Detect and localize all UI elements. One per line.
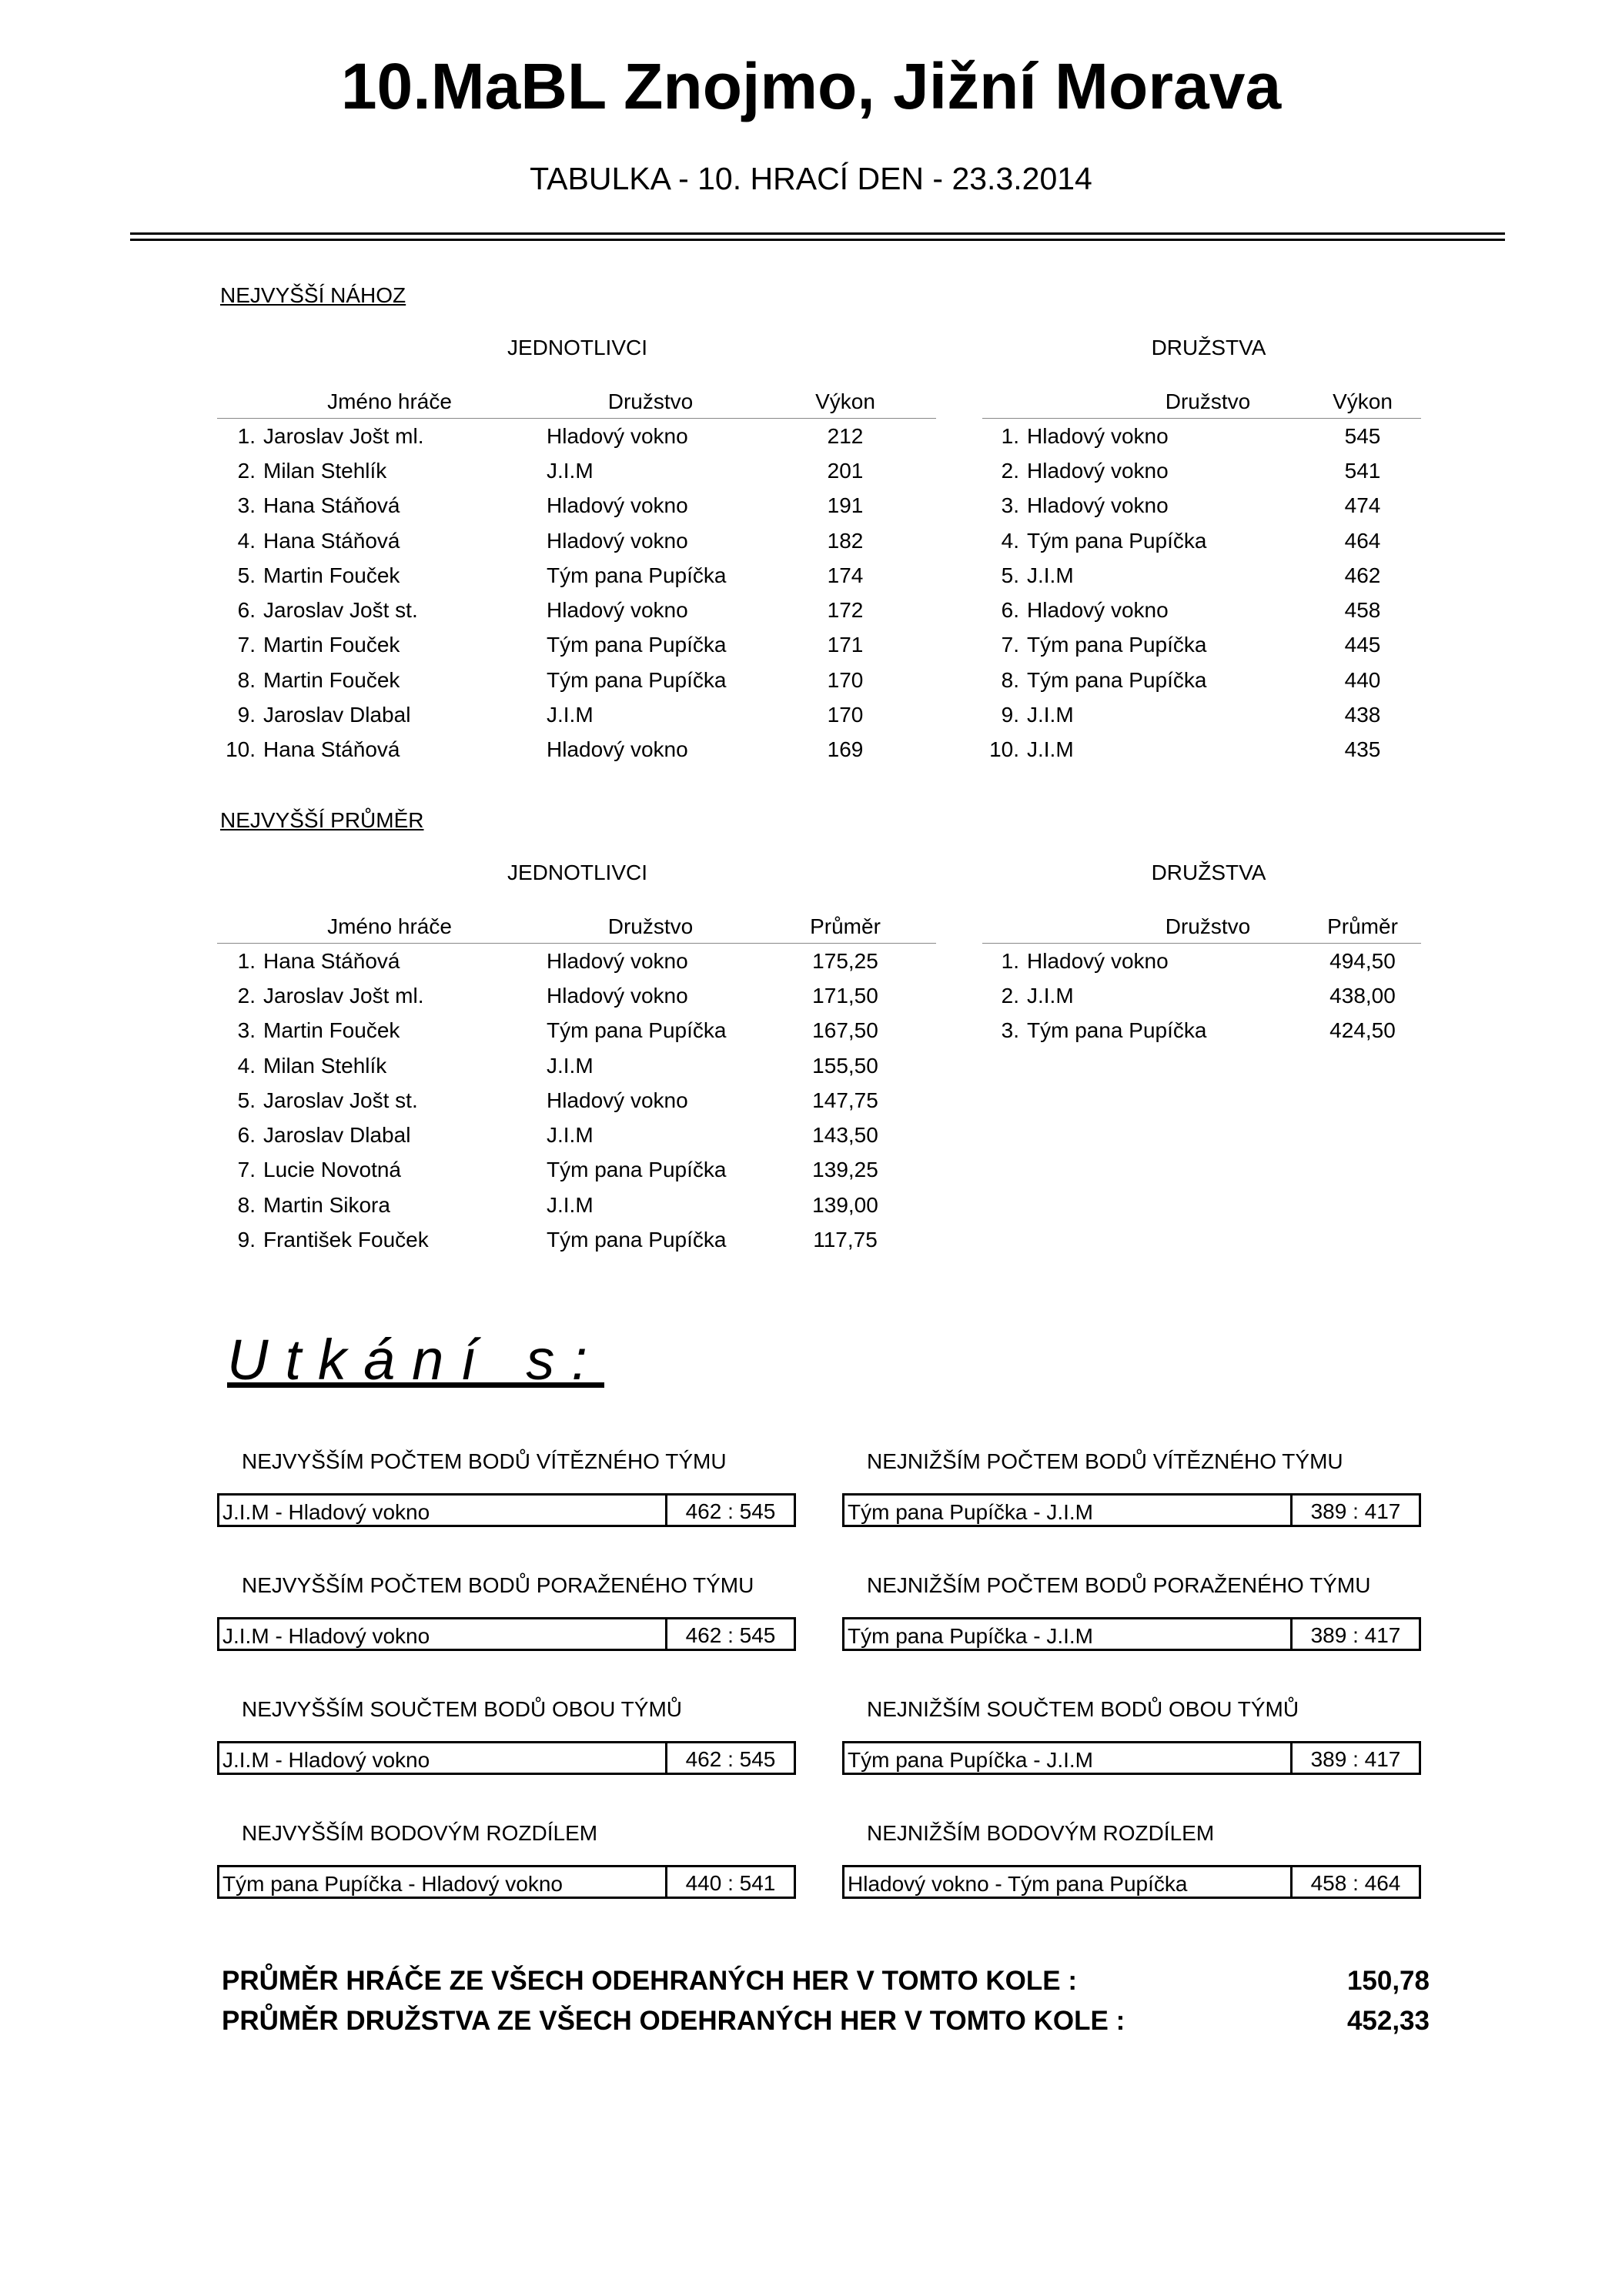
- group-label-individuals: JEDNOTLIVCI: [507, 861, 648, 884]
- player-name-cell: Jaroslav Jošt st.: [263, 1088, 418, 1112]
- score-cell: 474: [1344, 493, 1381, 518]
- team-cell: Hladový vokno: [1027, 458, 1169, 483]
- table-row: [217, 1048, 936, 1083]
- rank-cell: 8.: [237, 667, 256, 692]
- team-cell: Hladový vokno: [547, 983, 688, 1008]
- rank-cell: 2.: [237, 458, 256, 483]
- team-cell: Hladový vokno: [547, 528, 688, 553]
- score-cell: 424,50: [1329, 1018, 1396, 1043]
- table-row: [982, 697, 1421, 732]
- player-name-cell: Jaroslav Jošt ml.: [263, 423, 424, 448]
- team-cell: Hladový vokno: [547, 737, 688, 762]
- header-divider-top: [130, 232, 1505, 235]
- column-header-rank: [982, 902, 1027, 944]
- score-cell: 155,50: [812, 1053, 878, 1078]
- section-heading-prumer: NEJVYŠŠÍ PRŮMĚR: [220, 808, 424, 832]
- player-average-value: 150,78: [1346, 1966, 1430, 1996]
- rank-cell: 2.: [1001, 983, 1019, 1008]
- rank-cell: 2.: [1001, 458, 1019, 483]
- rank-cell: 9.: [237, 703, 256, 727]
- team-cell: J.I.M: [547, 1053, 594, 1078]
- rank-cell: 8.: [237, 1192, 256, 1217]
- match-score: 462 : 545: [665, 1743, 794, 1773]
- rank-cell: 5.: [1001, 563, 1019, 587]
- table-row: [982, 453, 1421, 488]
- rank-cell: 10.: [226, 737, 256, 762]
- rank-cell: 3.: [1001, 1018, 1019, 1043]
- player-name-cell: Milan Stehlík: [263, 458, 387, 483]
- rank-cell: 1.: [237, 423, 256, 448]
- table-row: [217, 1118, 936, 1152]
- table-row: [217, 1014, 936, 1048]
- score-cell: 494,50: [1329, 948, 1396, 973]
- table-row: [982, 978, 1421, 1013]
- score-cell: 174: [827, 563, 864, 587]
- score-cell: 541: [1344, 458, 1381, 483]
- table-row: [982, 733, 1421, 767]
- column-header-team: Družstvo: [547, 377, 754, 419]
- match-record-label: NEJVYŠŠÍM BODOVÝM ROZDÍLEM: [242, 1821, 598, 1845]
- team-cell: Hladový vokno: [1027, 948, 1169, 973]
- table-row: [217, 733, 936, 767]
- team-cell: J.I.M: [547, 1192, 594, 1217]
- score-cell: 201: [827, 458, 864, 483]
- matches-heading: Utkání s:: [227, 1328, 604, 1392]
- team-cell: Hladový vokno: [547, 1088, 688, 1112]
- rank-cell: 4.: [237, 528, 256, 553]
- rank-cell: 9.: [1001, 703, 1019, 727]
- team-cell: J.I.M: [547, 1123, 594, 1148]
- match-score: 440 : 541: [665, 1867, 794, 1897]
- match-score: 458 : 464: [1290, 1867, 1419, 1897]
- match-teams: Tým pana Pupíčka - Hladový vokno: [222, 1872, 563, 1896]
- rank-cell: 7.: [1001, 633, 1019, 657]
- score-cell: 170: [827, 667, 864, 692]
- rank-cell: 6.: [1001, 598, 1019, 623]
- rank-cell: 1.: [1001, 423, 1019, 448]
- match-record-label: NEJVYŠŠÍM POČTEM BODŮ PORAŽENÉHO TÝMU: [242, 1573, 754, 1597]
- table-row: [217, 593, 936, 627]
- rank-cell: 3.: [237, 1018, 256, 1043]
- team-cell: Hladový vokno: [1027, 423, 1169, 448]
- column-header-rank: [982, 377, 1027, 419]
- column-header-score: Výkon: [1304, 377, 1421, 419]
- player-name-cell: Lucie Novotná: [263, 1158, 402, 1182]
- score-cell: 139,25: [812, 1158, 878, 1182]
- score-cell: 171,50: [812, 983, 878, 1008]
- match-score: 462 : 545: [665, 1496, 794, 1525]
- player-name-cell: Jaroslav Jošt st.: [263, 598, 418, 623]
- rank-cell: 7.: [237, 633, 256, 657]
- team-cell: Tým pana Pupíčka: [1027, 633, 1207, 657]
- table-row: [982, 1014, 1421, 1048]
- nahoz-individuals-table: [217, 377, 936, 767]
- group-label-teams: DRUŽSTVA: [1151, 336, 1266, 359]
- score-cell: 172: [827, 598, 864, 623]
- player-name-cell: Milan Stehlík: [263, 1053, 387, 1078]
- score-cell: 445: [1344, 633, 1381, 657]
- team-average-value: 452,33: [1346, 2006, 1430, 2036]
- match-record-box: [217, 1865, 796, 1899]
- rank-cell: 8.: [1001, 667, 1019, 692]
- group-label-individuals: JEDNOTLIVCI: [507, 336, 648, 359]
- match-record-label: NEJVYŠŠÍM SOUČTEM BODŮ OBOU TÝMŮ: [242, 1697, 682, 1721]
- match-teams: Tým pana Pupíčka - J.I.M: [848, 1748, 1093, 1772]
- column-header-team: Družstvo: [1027, 377, 1304, 419]
- team-cell: Hladový vokno: [547, 598, 688, 623]
- rank-cell: 5.: [237, 1088, 256, 1112]
- player-name-cell: Martin Fouček: [263, 667, 400, 692]
- player-name-cell: Jaroslav Jošt ml.: [263, 983, 424, 1008]
- team-cell: Tým pana Pupíčka: [1027, 1018, 1207, 1043]
- player-name-cell: František Fouček: [263, 1228, 429, 1252]
- player-name-cell: Jaroslav Dlabal: [263, 1123, 411, 1148]
- match-record-label: NEJNIŽŠÍM POČTEM BODŮ VÍTĚZNÉHO TÝMU: [867, 1449, 1343, 1473]
- column-header-team: Družstvo: [547, 902, 754, 944]
- score-cell: 143,50: [812, 1123, 878, 1148]
- score-cell: 169: [827, 737, 864, 762]
- page-subtitle: TABULKA - 10. HRACÍ DEN - 23.3.2014: [530, 161, 1092, 196]
- player-name-cell: Martin Sikora: [263, 1192, 390, 1217]
- score-cell: 458: [1344, 598, 1381, 623]
- score-cell: 170: [827, 703, 864, 727]
- match-score: 462 : 545: [665, 1619, 794, 1649]
- match-teams: Hladový vokno - Tým pana Pupíčka: [848, 1872, 1188, 1896]
- team-cell: J.I.M: [547, 703, 594, 727]
- column-header-score: Průměr: [1304, 902, 1421, 944]
- team-cell: Tým pana Pupíčka: [547, 1228, 727, 1252]
- player-name-cell: Martin Fouček: [263, 1018, 400, 1043]
- match-record-box: [842, 1741, 1421, 1775]
- player-name-cell: Hana Stáňová: [263, 948, 400, 973]
- rank-cell: 1.: [1001, 948, 1019, 973]
- score-cell: 182: [827, 528, 864, 553]
- table-row: [982, 419, 1421, 454]
- prumer-teams-table: [982, 902, 1421, 1048]
- table-row: [217, 419, 936, 454]
- table-row: [217, 1222, 936, 1257]
- player-name-cell: Hana Stáňová: [263, 528, 400, 553]
- rank-cell: 2.: [237, 983, 256, 1008]
- score-cell: 545: [1344, 423, 1381, 448]
- score-cell: 438: [1344, 703, 1381, 727]
- team-average-label: PRŮMĚR DRUŽSTVA ZE VŠECH ODEHRANÝCH HER V TOMTO KOLE :: [222, 2006, 1125, 2036]
- rank-cell: 7.: [237, 1158, 256, 1182]
- table-row: [982, 628, 1421, 663]
- match-teams: Tým pana Pupíčka - J.I.M: [848, 1624, 1093, 1648]
- column-header-rank: [217, 902, 263, 944]
- column-header-score: Průměr: [754, 902, 936, 944]
- rank-cell: 5.: [237, 563, 256, 587]
- score-cell: 167,50: [812, 1018, 878, 1043]
- score-cell: 440: [1344, 667, 1381, 692]
- table-row: [217, 1188, 936, 1222]
- column-header-name: Jméno hráče: [263, 902, 547, 944]
- table-row: [982, 663, 1421, 697]
- table-row: [982, 523, 1421, 558]
- nahoz-teams-table: [982, 377, 1421, 767]
- table-row: [217, 944, 936, 979]
- match-record-label: NEJNIŽŠÍM SOUČTEM BODŮ OBOU TÝMŮ: [867, 1697, 1299, 1721]
- table-row: [982, 489, 1421, 523]
- score-cell: 438,00: [1329, 983, 1396, 1008]
- page-title: 10.MaBL Znojmo, Jižní Morava: [340, 50, 1282, 122]
- team-cell: Hladový vokno: [547, 423, 688, 448]
- rank-cell: 4.: [1001, 528, 1019, 553]
- team-cell: Tým pana Pupíčka: [547, 1158, 727, 1182]
- team-cell: Tým pana Pupíčka: [547, 1018, 727, 1043]
- rank-cell: 3.: [237, 493, 256, 518]
- prumer-individuals-table: [217, 902, 936, 1258]
- table-row: [217, 697, 936, 732]
- score-cell: 212: [827, 423, 864, 448]
- rank-cell: 6.: [237, 598, 256, 623]
- match-record-label: NEJNIŽŠÍM POČTEM BODŮ PORAŽENÉHO TÝMU: [867, 1573, 1371, 1597]
- table-row: [217, 628, 936, 663]
- table-row: [982, 944, 1421, 979]
- match-record-box: [217, 1493, 796, 1527]
- rank-cell: 6.: [237, 1123, 256, 1148]
- match-record-box: [217, 1741, 796, 1775]
- table-row: [982, 558, 1421, 593]
- column-header-rank: [217, 377, 263, 419]
- table-row: [217, 978, 936, 1013]
- match-score: 389 : 417: [1290, 1743, 1419, 1773]
- rank-cell: 4.: [237, 1053, 256, 1078]
- column-header-name: Jméno hráče: [263, 377, 547, 419]
- score-cell: 462: [1344, 563, 1381, 587]
- score-cell: 117,75: [813, 1228, 878, 1252]
- match-teams: J.I.M - Hladový vokno: [222, 1500, 430, 1524]
- team-cell: Tým pana Pupíčka: [1027, 528, 1207, 553]
- team-cell: Hladový vokno: [547, 948, 688, 973]
- table-row: [217, 1153, 936, 1188]
- table-row: [982, 593, 1421, 627]
- match-record-box: [842, 1493, 1421, 1527]
- score-cell: 171: [827, 633, 864, 657]
- score-cell: 435: [1344, 737, 1381, 762]
- team-cell: Tým pana Pupíčka: [547, 563, 727, 587]
- player-name-cell: Hana Stáňová: [263, 493, 400, 518]
- match-record-label: NEJVYŠŠÍM POČTEM BODŮ VÍTĚZNÉHO TÝMU: [242, 1449, 727, 1473]
- score-cell: 147,75: [812, 1088, 878, 1112]
- match-score: 389 : 417: [1290, 1496, 1419, 1525]
- team-cell: J.I.M: [1027, 563, 1074, 587]
- header-divider-bottom: [130, 239, 1505, 241]
- player-name-cell: Martin Fouček: [263, 563, 400, 587]
- player-name-cell: Jaroslav Dlabal: [263, 703, 411, 727]
- player-average-label: PRŮMĚR HRÁČE ZE VŠECH ODEHRANÝCH HER V TOMTO KOLE :: [222, 1966, 1078, 1996]
- match-record-box: [217, 1617, 796, 1651]
- match-record-label: NEJNIŽŠÍM BODOVÝM ROZDÍLEM: [867, 1821, 1215, 1845]
- column-header-team: Družstvo: [1027, 902, 1304, 944]
- rank-cell: 1.: [237, 948, 256, 973]
- table-row: [217, 558, 936, 593]
- score-cell: 175,25: [812, 948, 878, 973]
- team-cell: J.I.M: [1027, 737, 1074, 762]
- match-teams: J.I.M - Hladový vokno: [222, 1748, 430, 1772]
- table-row: [217, 1083, 936, 1118]
- group-label-teams: DRUŽSTVA: [1151, 861, 1266, 884]
- team-cell: Hladový vokno: [1027, 598, 1169, 623]
- score-cell: 464: [1344, 528, 1381, 553]
- player-name-cell: Hana Stáňová: [263, 737, 400, 762]
- match-record-box: [842, 1617, 1421, 1651]
- player-name-cell: Martin Fouček: [263, 633, 400, 657]
- team-cell: Tým pana Pupíčka: [1027, 667, 1207, 692]
- match-teams: J.I.M - Hladový vokno: [222, 1624, 430, 1648]
- score-cell: 139,00: [812, 1192, 878, 1217]
- rank-cell: 10.: [989, 737, 1019, 762]
- table-row: [217, 663, 936, 697]
- table-row: [217, 523, 936, 558]
- team-cell: J.I.M: [547, 458, 594, 483]
- match-record-box: [842, 1865, 1421, 1899]
- team-cell: Tým pana Pupíčka: [547, 667, 727, 692]
- score-cell: 191: [827, 493, 864, 518]
- column-header-score: Výkon: [754, 377, 936, 419]
- team-cell: J.I.M: [1027, 703, 1074, 727]
- team-cell: Hladový vokno: [547, 493, 688, 518]
- table-row: [217, 489, 936, 523]
- team-cell: Hladový vokno: [1027, 493, 1169, 518]
- rank-cell: 3.: [1001, 493, 1019, 518]
- rank-cell: 9.: [237, 1228, 256, 1252]
- team-cell: J.I.M: [1027, 983, 1074, 1008]
- match-teams: Tým pana Pupíčka - J.I.M: [848, 1500, 1093, 1524]
- team-cell: Tým pana Pupíčka: [547, 633, 727, 657]
- section-heading-nahoz: NEJVYŠŠÍ NÁHOZ: [220, 283, 406, 307]
- match-score: 389 : 417: [1290, 1619, 1419, 1649]
- table-row: [217, 453, 936, 488]
